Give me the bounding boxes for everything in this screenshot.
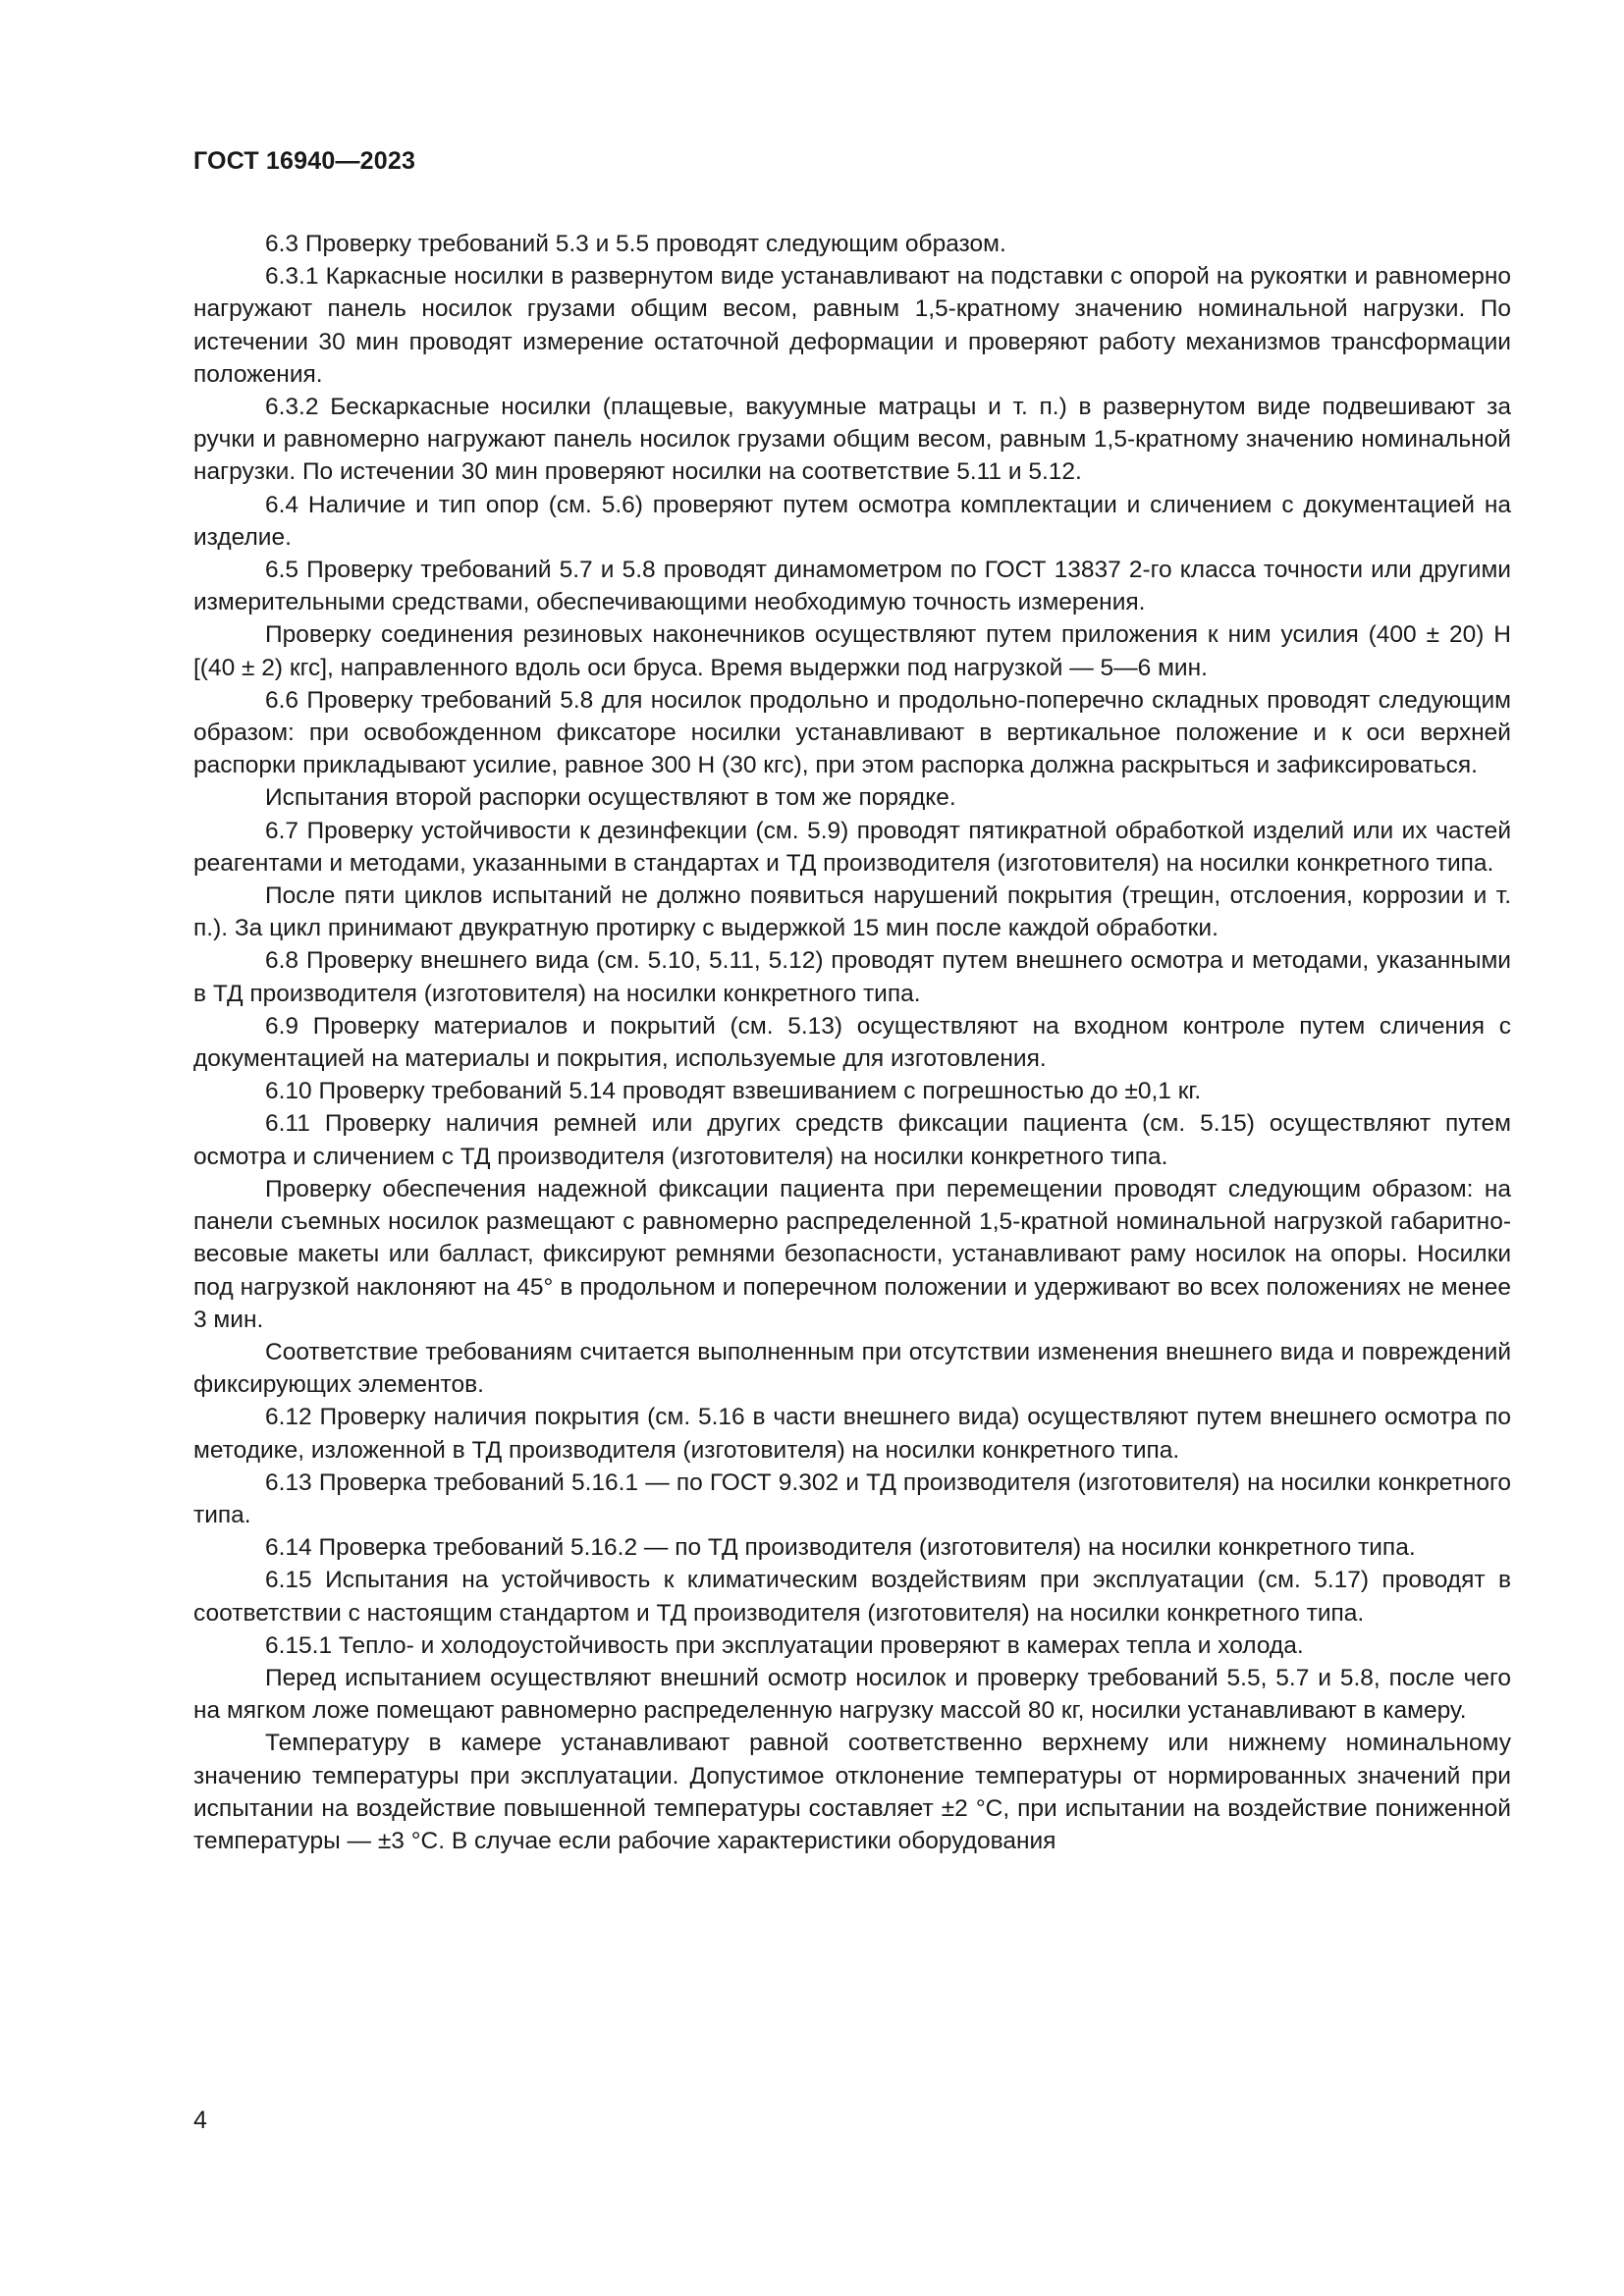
paragraph-6-12: 6.12 Проверку наличия покрытия (см. 5.16 в части внешнего вида) осуществляют путем внешнего осмотра по методике, изложенной в ТД производителя (изготовителя) на носилки конкретного типа.: [193, 1404, 1511, 1464]
paragraph-6-15: 6.15 Испытания на устойчивость к климатическим воздействиям при эксплуатации (см. 5.17) проводят в соответствии с настоящим стандартом и ТД производителя (изготовителя) на носилки конкретного типа.: [193, 1567, 1511, 1627]
paragraph-6-10: 6.10 Проверку требований 5.14 проводят взвешиванием с погрешностью до ±0,1 кг.: [265, 1078, 1202, 1105]
paragraph-6-8: 6.8 Проверку внешнего вида (см. 5.10, 5.11, 5.12) проводят путем внешнего осмотра и методами, указанными в ТД производителя (изготовителя) на носилки конкретного типа.: [193, 947, 1511, 1007]
paragraph-6-15-1-temperature: Температуру в камере устанавливают равной соответственно верхнему или нижнему номинальному значению температуры при эксплуатации. Допустимое отклонение температуры от нормированных значений при испытании на воздействие повышенной температуры составляет ±2 °C, при испытании на воздействие пониженной температуры — ±3 °C. В случае если рабочие характеристики оборудования: [193, 1730, 1511, 1854]
paragraph-6-3-1: 6.3.1 Каркасные носилки в развернутом виде устанавливают на подставки с опорой на рукоятки и равномерно нагружают панель носилок грузами общим весом, равным 1,5-кратному значению номинальной нагрузки. По истечении 30 мин проводят измерение остаточной деформации и проверяют работу механизмов трансформации положения.: [193, 263, 1511, 388]
paragraph-6-11-fixation: Проверку обеспечения надежной фиксации пациента при перемещении проводят следующим образом: на панели съемных носилок размещают с равномерно распределенной 1,5-кратной номинальной нагрузкой габаритно-весовые макеты или балласт, фиксируют ремнями безопасности, устанавливают раму носилок на опоры. Носилки под нагрузкой наклоняют на 45° в продольном и поперечном положении и удерживают во всех положениях не менее 3 мин.: [193, 1175, 1511, 1333]
paragraph-6-3: 6.3 Проверку требований 5.3 и 5.5 проводят следующим образом.: [265, 231, 1006, 257]
paragraph-6-7: 6.7 Проверку устойчивости к дезинфекции (см. 5.9) проводят пятикратной обработкой изделий или их частей реагентами и методами, указанными в стандартах и ТД производителя (изготовителя) на носилки конкретного типа.: [193, 817, 1511, 877]
paragraph-6-11-compliance: Соответствие требованиям считается выполненным при отсутствии изменения внешнего вида и повреждений фиксирующих элементов.: [193, 1338, 1511, 1399]
document-body: [193, 228, 1511, 1857]
paragraph-6-6: 6.6 Проверку требований 5.8 для носилок продольно и продольно-поперечно складных проводят следующим образом: при освобожденном фиксаторе носилки устанавливают в вертикальное положение и к оси верхней распорки прикладывают усилие, равное 300 Н (30 кгс), при этом распорка должна раскрыться и зафиксироваться.: [193, 686, 1511, 779]
paragraph-6-13: 6.13 Проверка требований 5.16.1 — по ГОСТ 9.302 и ТД производителя (изготовителя) на носилки конкретного типа.: [193, 1468, 1511, 1528]
page-number: 4: [193, 2107, 207, 2134]
paragraph-6-5: 6.5 Проверку требований 5.7 и 5.8 проводят динамометром по ГОСТ 13837 2-го класса точности или другими измерительными средствами, обеспечивающими необходимую точность измерения.: [193, 557, 1511, 616]
paragraph-6-15-1-inspection: Перед испытанием осуществляют внешний осмотр носилок и проверку требований 5.5, 5.7 и 5.8, после чего на мягком ложе помещают равномерно распределенную нагрузку массой 80 кг, носилки устанавливают в камеру.: [193, 1664, 1511, 1725]
paragraph-6-4: 6.4 Наличие и тип опор (см. 5.6) проверяют путем осмотра комплектации и сличением с документацией на изделие.: [193, 491, 1511, 551]
paragraph-6-14: 6.14 Проверка требований 5.16.2 — по ТД производителя (изготовителя) на носилки конкретного типа.: [265, 1534, 1416, 1562]
paragraph-6-6-second-strut: Испытания второй распорки осуществляют в том же порядке.: [265, 784, 956, 812]
paragraph-6-7-cycles: После пяти циклов испытаний не должно появиться нарушений покрытия (трещин, отслоения, коррозии и т. п.). За цикл принимают двукратную протирку с выдержкой 15 мин после каждой обработки.: [193, 882, 1511, 942]
paragraph-6-5-rubber-tips: Проверку соединения резиновых наконечников осуществляют путем приложения к ним усилия (400 ± 20) Н [(40 ± 2) кгс], направленного вдоль оси бруса. Время выдержки под нагрузкой — 5—6 мин.: [193, 621, 1511, 681]
paragraph-6-11: 6.11 Проверку наличия ремней или других средств фиксации пациента (см. 5.15) осуществляют путем осмотра и сличением с ТД производителя (изготовителя) на носилки конкретного типа.: [193, 1110, 1511, 1170]
paragraph-6-3-2: 6.3.2 Бескаркасные носилки (плащевые, вакуумные матрацы и т. п.) в развернутом виде подвешивают за ручки и равномерно нагружают панель носилок грузами общим весом, равным 1,5-кратному значению номинальной нагрузки. По истечении 30 мин проверяют носилки на соответствие 5.11 и 5.12.: [193, 394, 1511, 486]
paragraph-6-15-1: 6.15.1 Тепло- и холодоустойчивость при эксплуатации проверяют в камерах тепла и холода.: [265, 1631, 1304, 1659]
paragraph-6-9: 6.9 Проверку материалов и покрытий (см. 5.13) осуществляют на входном контроле путем сличения с документацией на материалы и покрытия, используемые для изготовления.: [193, 1012, 1511, 1073]
document-header: ГОСТ 16940—2023: [193, 147, 416, 175]
